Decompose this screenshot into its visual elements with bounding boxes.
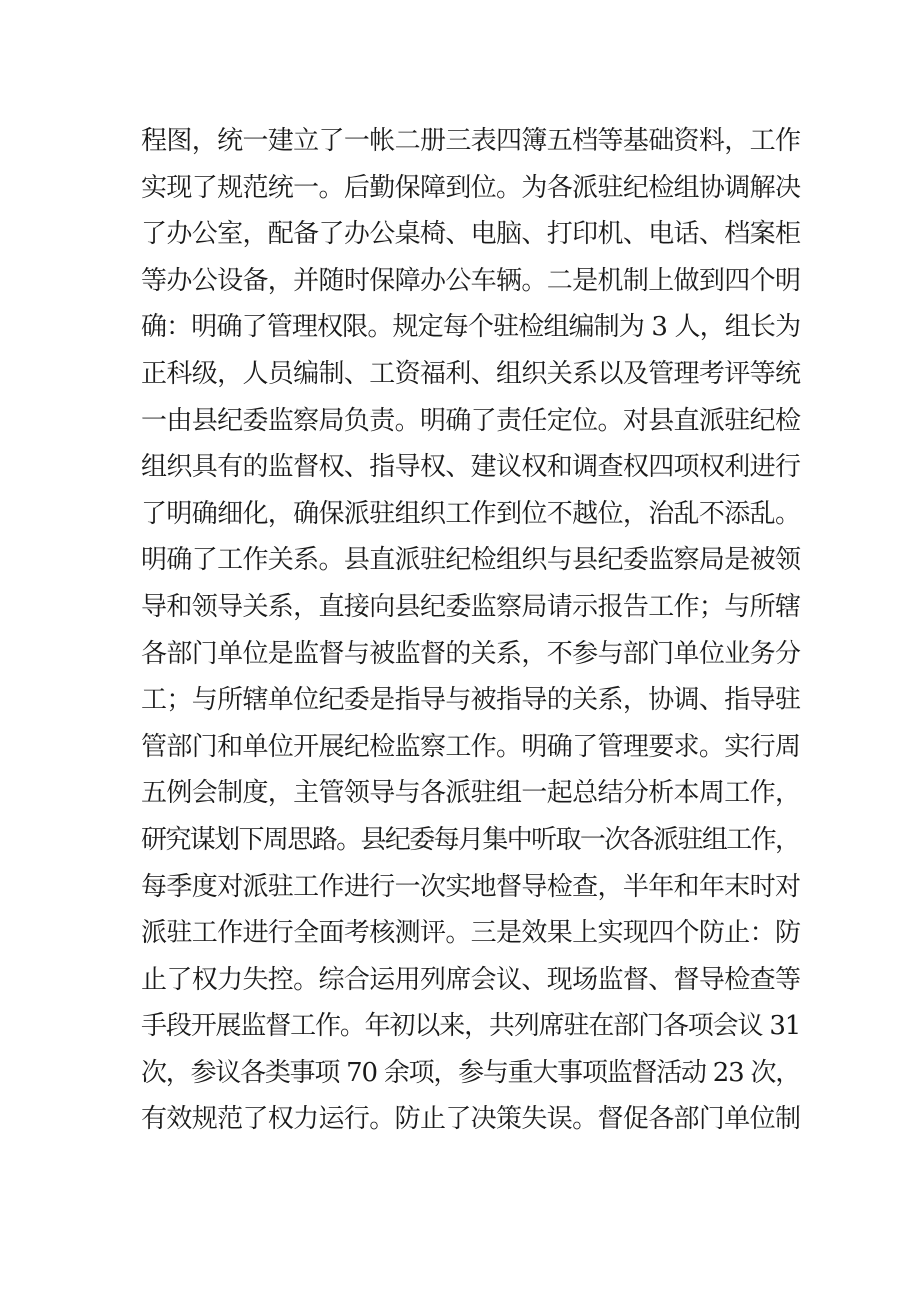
text-line: 导和领导关系，直接向县纪委监察局请示报告工作；与所辖	[141, 591, 801, 622]
text-line: 等办公设备，并随时保障办公车辆。二是机制上做到四个明	[141, 265, 801, 296]
text-line: 每季度对派驻工作进行一次实地督导检查，半年和年末时对	[141, 871, 801, 902]
text-line: 管部门和单位开展纪检监察工作。明确了管理要求。实行周	[141, 731, 801, 762]
text-line: 程图，统一建立了一帐二册三表四簿五档等基础资料，工作	[141, 126, 801, 156]
body-text	[141, 118, 801, 1143]
text-line: 正科级，人员编制、工资福利、组织关系以及管理考评等统	[141, 358, 801, 389]
text-line: 了明确细化，确保派驻组织工作到位不越位，治乱不添乱。	[141, 498, 801, 529]
text-line: 次，参议各类事项 70 余项，参与重大事项监督活动 23 次，	[141, 1057, 800, 1088]
text-line: 止了权力失控。综合运用列席会议、现场监督、督导检查等	[141, 964, 801, 995]
text-line: 有效规范了权力运行。防止了决策失误。督促各部门单位制	[141, 1104, 801, 1135]
text-line: 手段开展监督工作。年初以来，共列席驻在部门各项会议 31	[141, 1011, 801, 1042]
text-line: 明确了工作关系。县直派驻纪检组织与县纪委监察局是被领	[141, 545, 801, 576]
text-line: 一由县纪委监察局负责。明确了责任定位。对县直派驻纪检	[141, 405, 801, 436]
text-line: 派驻工作进行全面考核测评。三是效果上实现四个防止：防	[141, 918, 801, 949]
text-line: 各部门单位是监督与被监督的关系，不参与部门单位业务分	[141, 638, 801, 669]
text-line: 五例会制度，主管领导与各派驻组一起总结分析本周工作，	[141, 778, 801, 809]
text-line: 了办公室，配备了办公桌椅、电脑、打印机、电话、档案柜	[141, 219, 801, 250]
text-line: 实现了规范统一。后勤保障到位。为各派驻纪检组协调解决	[141, 172, 801, 203]
text-line: 工；与所辖单位纪委是指导与被指导的关系，协调、指导驻	[141, 685, 801, 716]
text-line: 确：明确了管理权限。规定每个驻检组编制为 3 人，组长为	[141, 312, 801, 343]
text-line: 研究谋划下周思路。县纪委每月集中听取一次各派驻组工作，	[141, 824, 800, 855]
text-line: 组织具有的监督权、指导权、建议权和调查权四项权利进行	[141, 452, 801, 483]
